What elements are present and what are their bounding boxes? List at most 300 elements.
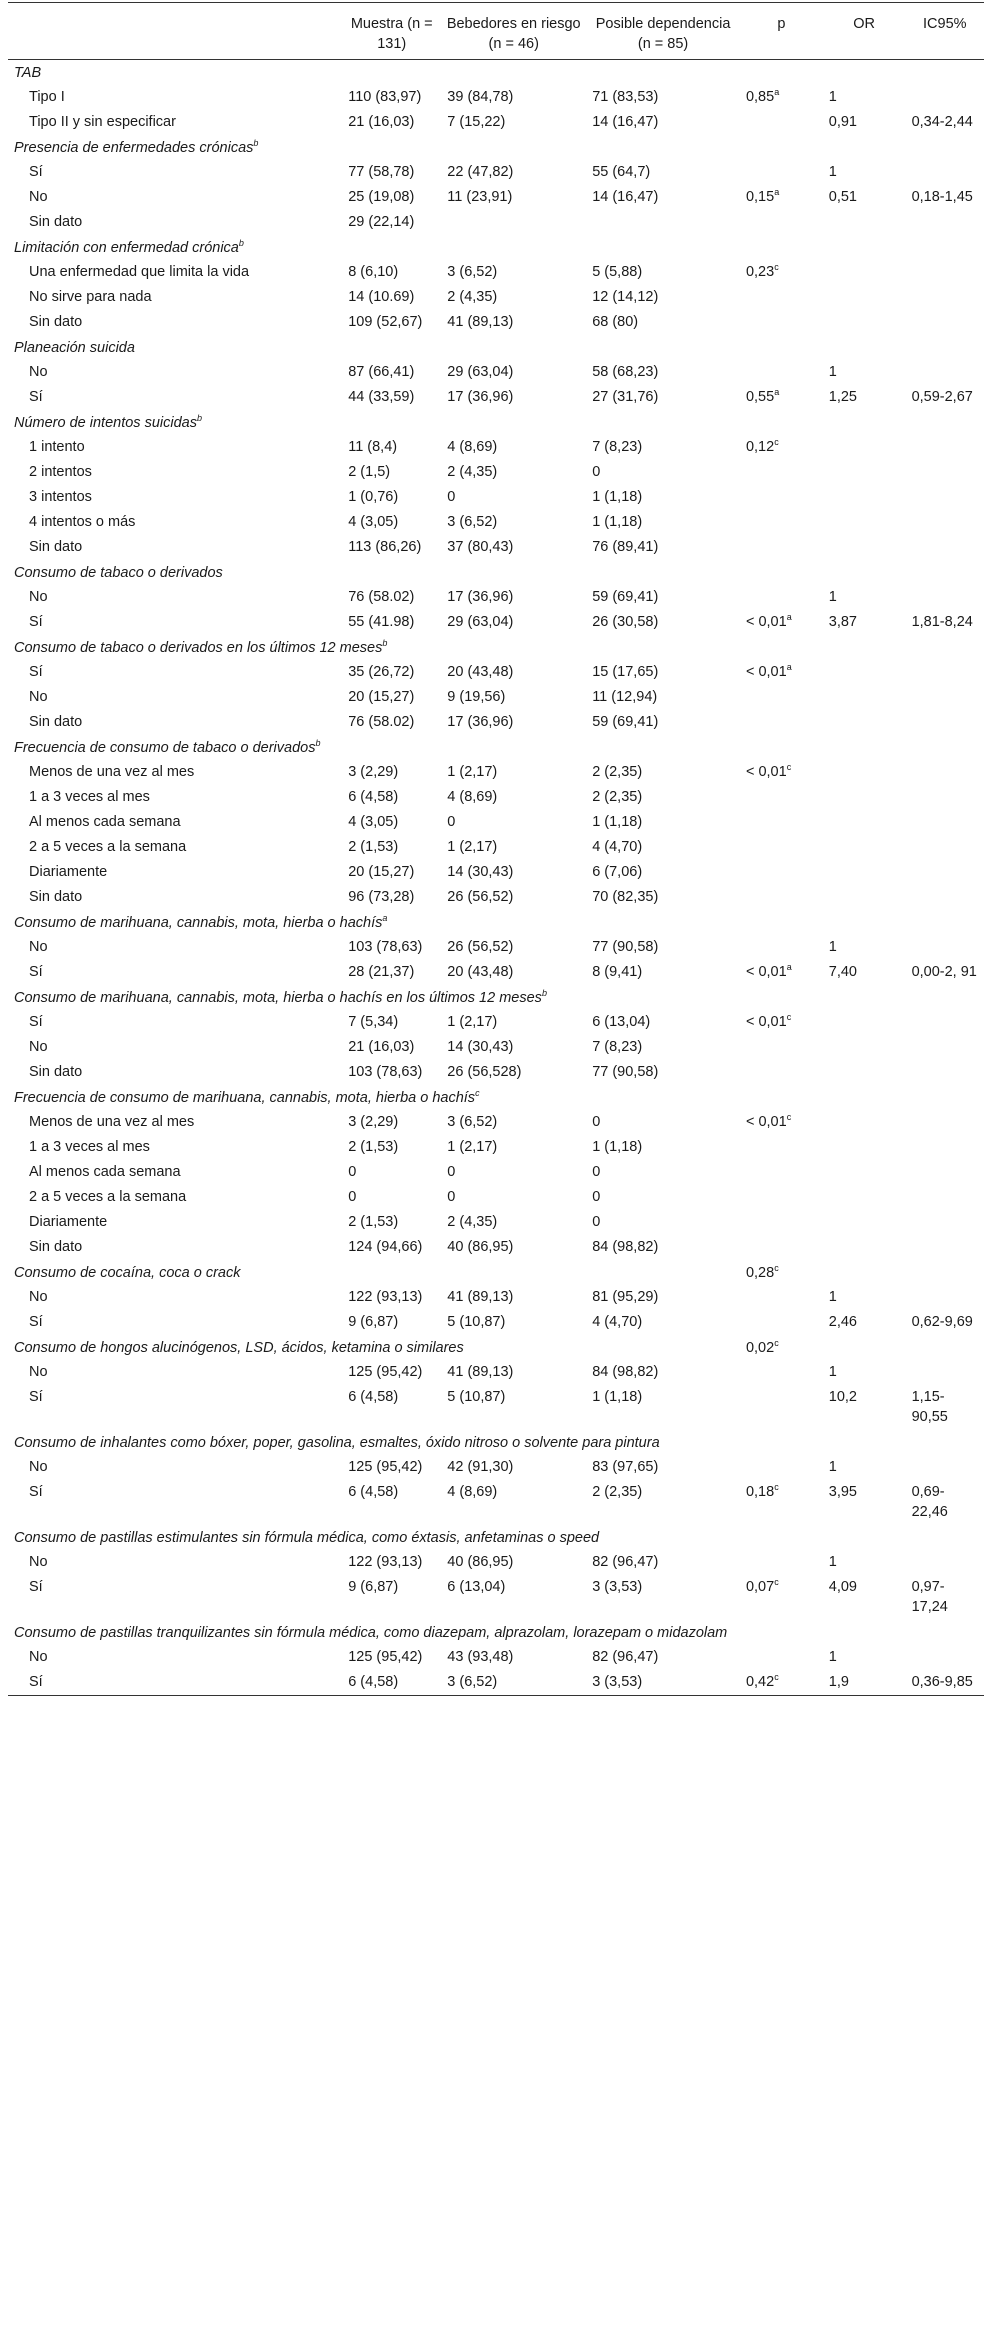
cell-or bbox=[823, 585, 906, 610]
cell-or bbox=[823, 260, 906, 285]
cell-bebedores bbox=[441, 185, 586, 210]
cell-ic95 bbox=[906, 210, 984, 235]
cell-dependencia-text: 4 (4,70) bbox=[592, 1314, 643, 1330]
cell-label bbox=[8, 1160, 342, 1185]
cell-bebedores-text: 14 (30,43) bbox=[447, 864, 514, 880]
cell-muestra-text: 125 (95,42) bbox=[348, 1649, 423, 1665]
cell-bebedores-text: 6 (13,04) bbox=[447, 1579, 506, 1595]
cell-or-text: 1 bbox=[828, 1649, 837, 1665]
cell-p bbox=[740, 1360, 823, 1385]
cell-empty bbox=[906, 1260, 984, 1285]
table-row bbox=[8, 385, 984, 410]
cell-label bbox=[8, 435, 342, 460]
cell-p bbox=[740, 1335, 823, 1360]
cell-bebedores-text: 14 (30,43) bbox=[447, 1039, 514, 1055]
cell-bebedores bbox=[441, 585, 586, 610]
cell-ic95 bbox=[906, 110, 984, 135]
cell-p-text: < 0,01 bbox=[745, 664, 787, 680]
cell-muestra bbox=[342, 1235, 441, 1260]
cell-or bbox=[823, 1135, 906, 1160]
cell-p bbox=[740, 610, 823, 635]
cell-dependencia bbox=[586, 460, 740, 485]
cell-dependencia-text: 0 bbox=[592, 1164, 601, 1180]
cell-muestra bbox=[342, 1060, 441, 1085]
cell-p bbox=[740, 1210, 823, 1235]
section-row bbox=[8, 60, 984, 86]
cell-bebedores bbox=[441, 935, 586, 960]
cell-ic95 bbox=[906, 1455, 984, 1480]
table-row bbox=[8, 585, 984, 610]
cell-muestra-text: 125 (95,42) bbox=[348, 1459, 423, 1475]
cell-label-text: Tipo I bbox=[29, 89, 65, 105]
cell-dependencia-text: 0 bbox=[592, 464, 601, 480]
cell-label bbox=[8, 160, 342, 185]
cell-muestra-text: 124 (94,66) bbox=[348, 1239, 423, 1255]
cell-ic95 bbox=[906, 1235, 984, 1260]
cell-label-text: No bbox=[29, 1289, 48, 1305]
cell-muestra bbox=[342, 1010, 441, 1035]
cell-dependencia bbox=[586, 660, 740, 685]
cell-p bbox=[740, 835, 823, 860]
cell-ic95 bbox=[906, 1385, 984, 1430]
cell-label-text: 1 a 3 veces al mes bbox=[29, 789, 150, 805]
cell-dependencia bbox=[586, 1285, 740, 1310]
cell-label bbox=[8, 1670, 342, 1696]
cell-muestra bbox=[342, 785, 441, 810]
cell-or bbox=[823, 460, 906, 485]
table-row bbox=[8, 1060, 984, 1085]
cell-bebedores bbox=[441, 785, 586, 810]
cell-p-text: 0,07 bbox=[745, 1579, 775, 1595]
cell-ic95 bbox=[906, 1645, 984, 1670]
cell-p bbox=[740, 585, 823, 610]
cell-muestra-text: 21 (16,03) bbox=[348, 114, 415, 130]
cell-bebedores-text: 9 (19,56) bbox=[447, 689, 506, 705]
cell-or bbox=[823, 1035, 906, 1060]
cell-or bbox=[823, 285, 906, 310]
footnote-marker: a bbox=[774, 187, 780, 198]
table-row bbox=[8, 760, 984, 785]
table-row bbox=[8, 485, 984, 510]
footnote-marker: c bbox=[786, 762, 792, 773]
cell-muestra bbox=[342, 485, 441, 510]
cell-p bbox=[740, 210, 823, 235]
cell-dependencia bbox=[586, 1670, 740, 1696]
cell-bebedores bbox=[441, 1210, 586, 1235]
cell-label bbox=[8, 535, 342, 560]
footnote-marker: c bbox=[475, 1088, 480, 1099]
cell-or bbox=[823, 1360, 906, 1385]
cell-p-text: 0,23 bbox=[745, 264, 775, 280]
cell-p-text: < 0,01 bbox=[745, 614, 787, 630]
cell-muestra bbox=[342, 510, 441, 535]
cell-p-text: 0,28 bbox=[745, 1265, 775, 1281]
cell-or bbox=[823, 1645, 906, 1670]
cell-dependencia-text: 55 (64,7) bbox=[592, 164, 651, 180]
cell-dependencia bbox=[586, 310, 740, 335]
footnote-marker: a bbox=[786, 612, 792, 623]
cell-ic95-text: 0,59-2,67 bbox=[911, 389, 973, 405]
cell-muestra-text: 122 (93,13) bbox=[348, 1554, 423, 1570]
cell-label bbox=[8, 285, 342, 310]
cell-dependencia-text: 2 (2,35) bbox=[592, 789, 643, 805]
cell-or bbox=[823, 535, 906, 560]
cell-ic95 bbox=[906, 760, 984, 785]
table-row bbox=[8, 1110, 984, 1135]
cell-bebedores-text: 4 (8,69) bbox=[447, 439, 498, 455]
table-row bbox=[8, 1550, 984, 1575]
table-row bbox=[8, 310, 984, 335]
cell-or bbox=[823, 1670, 906, 1696]
cell-p bbox=[740, 710, 823, 735]
cell-p bbox=[740, 1135, 823, 1160]
cell-bebedores bbox=[441, 160, 586, 185]
cell-ic95-text: 0,69-22,46 bbox=[911, 1484, 948, 1520]
cell-or bbox=[823, 185, 906, 210]
cell-muestra bbox=[342, 585, 441, 610]
cell-ic95 bbox=[906, 1575, 984, 1620]
cell-label-text: No bbox=[29, 589, 48, 605]
cell-dependencia-text: 81 (95,29) bbox=[592, 1289, 659, 1305]
cell-label bbox=[8, 935, 342, 960]
cell-muestra-text: 4 (3,05) bbox=[348, 514, 399, 530]
cell-p bbox=[740, 260, 823, 285]
cell-or bbox=[823, 760, 906, 785]
cell-or bbox=[823, 1210, 906, 1235]
cell-p bbox=[740, 360, 823, 385]
cell-bebedores bbox=[441, 460, 586, 485]
cell-dependencia-text: 1 (1,18) bbox=[592, 514, 643, 530]
cell-label bbox=[8, 610, 342, 635]
cell-label bbox=[8, 1235, 342, 1260]
cell-bebedores-text: 17 (36,96) bbox=[447, 714, 514, 730]
cell-dependencia-text: 1 (1,18) bbox=[592, 1389, 643, 1405]
section-title-text: Consumo de cocaína, coca o crack bbox=[14, 1265, 241, 1281]
cell-p bbox=[740, 860, 823, 885]
cell-label bbox=[8, 1110, 342, 1135]
section-title-text: Consumo de pastillas estimulantes sin fórmula médica, como éxtasis, anfetaminas o speed bbox=[14, 1530, 600, 1546]
section-title-text: Consumo de hongos alucinógenos, LSD, ácidos, ketamina o similares bbox=[14, 1340, 464, 1356]
footnote-marker: b bbox=[541, 988, 547, 999]
cell-label bbox=[8, 1385, 342, 1430]
cell-dependencia-text: 0 bbox=[592, 1114, 601, 1130]
cell-or bbox=[823, 1010, 906, 1035]
cell-empty bbox=[823, 1335, 906, 1360]
cell-p bbox=[740, 435, 823, 460]
cell-dependencia bbox=[586, 1360, 740, 1385]
cell-dependencia-text: 82 (96,47) bbox=[592, 1554, 659, 1570]
footnote-marker: c bbox=[786, 1012, 792, 1023]
cell-dependencia bbox=[586, 1135, 740, 1160]
cell-muestra-text: 2 (1,53) bbox=[348, 1139, 399, 1155]
section-title bbox=[8, 410, 984, 435]
cell-bebedores-text: 41 (89,13) bbox=[447, 314, 514, 330]
cell-label-text: Diariamente bbox=[29, 864, 108, 880]
cell-muestra-text: 21 (16,03) bbox=[348, 1039, 415, 1055]
cell-bebedores-text: 40 (86,95) bbox=[447, 1239, 514, 1255]
cell-muestra-text: 11 (8,4) bbox=[348, 439, 398, 455]
cell-bebedores bbox=[441, 810, 586, 835]
cell-dependencia-text: 58 (68,23) bbox=[592, 364, 659, 380]
cell-or-text: 1 bbox=[828, 364, 837, 380]
cell-ic95 bbox=[906, 1185, 984, 1210]
section-title bbox=[8, 635, 984, 660]
cell-ic95 bbox=[906, 660, 984, 685]
cell-dependencia bbox=[586, 585, 740, 610]
cell-dependencia bbox=[586, 960, 740, 985]
cell-dependencia-text: 0 bbox=[592, 1214, 601, 1230]
cell-dependencia bbox=[586, 860, 740, 885]
cell-label bbox=[8, 1285, 342, 1310]
cell-or-text: 1 bbox=[828, 1364, 837, 1380]
cell-ic95 bbox=[906, 1550, 984, 1575]
header-cell-muestra: Muestra (n = 131) bbox=[342, 3, 441, 60]
cell-or-text: 10,2 bbox=[828, 1389, 857, 1405]
cell-muestra bbox=[342, 1310, 441, 1335]
cell-p bbox=[740, 1285, 823, 1310]
header-row bbox=[8, 3, 984, 60]
cell-muestra-text: 2 (1,53) bbox=[348, 839, 399, 855]
cell-bebedores bbox=[441, 1670, 586, 1696]
cell-muestra bbox=[342, 1550, 441, 1575]
cell-dependencia-text: 1 (1,18) bbox=[592, 1139, 643, 1155]
cell-ic95 bbox=[906, 1135, 984, 1160]
cell-p bbox=[740, 1455, 823, 1480]
cell-ic95 bbox=[906, 460, 984, 485]
cell-muestra-text: 110 (83,97) bbox=[348, 89, 422, 105]
cell-muestra-text: 25 (19,08) bbox=[348, 189, 415, 205]
cell-muestra-text: 76 (58.02) bbox=[348, 589, 415, 605]
cell-label-text: Sin dato bbox=[29, 539, 83, 555]
cell-label bbox=[8, 210, 342, 235]
table-row bbox=[8, 210, 984, 235]
section-row bbox=[8, 1525, 984, 1550]
table-row bbox=[8, 435, 984, 460]
cell-label-text: Una enfermedad que limita la vida bbox=[29, 264, 250, 280]
cell-bebedores bbox=[441, 1110, 586, 1135]
cell-dependencia-text: 77 (90,58) bbox=[592, 939, 659, 955]
cell-label bbox=[8, 810, 342, 835]
cell-muestra bbox=[342, 860, 441, 885]
cell-dependencia bbox=[586, 935, 740, 960]
cell-label-text: 1 a 3 veces al mes bbox=[29, 1139, 150, 1155]
cell-label-text: Sí bbox=[29, 164, 43, 180]
section-title bbox=[8, 560, 984, 585]
cell-or-text: 1 bbox=[828, 939, 837, 955]
table-row bbox=[8, 1385, 984, 1430]
cell-ic95 bbox=[906, 1210, 984, 1235]
cell-bebedores-text: 0 bbox=[447, 1164, 456, 1180]
cell-label bbox=[8, 510, 342, 535]
cell-dependencia bbox=[586, 785, 740, 810]
cell-label-text: 4 intentos o más bbox=[29, 514, 136, 530]
footnote-marker: a bbox=[774, 387, 780, 398]
cell-bebedores-text: 3 (6,52) bbox=[447, 1114, 498, 1130]
cell-label bbox=[8, 1035, 342, 1060]
cell-bebedores-text: 40 (86,95) bbox=[447, 1554, 514, 1570]
cell-bebedores bbox=[441, 285, 586, 310]
cell-p bbox=[740, 1575, 823, 1620]
cell-label-text: Sí bbox=[29, 1579, 43, 1595]
cell-bebedores-text: 1 (2,17) bbox=[447, 1014, 498, 1030]
cell-muestra-text: 20 (15,27) bbox=[348, 689, 415, 705]
cell-p bbox=[740, 110, 823, 135]
table-row bbox=[8, 285, 984, 310]
cell-label-text: Al menos cada semana bbox=[29, 1164, 181, 1180]
cell-empty bbox=[823, 1260, 906, 1285]
cell-ic95 bbox=[906, 85, 984, 110]
cell-muestra bbox=[342, 935, 441, 960]
section-title bbox=[8, 1335, 740, 1360]
cell-ic95 bbox=[906, 935, 984, 960]
table-row bbox=[8, 1135, 984, 1160]
cell-muestra bbox=[342, 1670, 441, 1696]
cell-ic95 bbox=[906, 1010, 984, 1035]
footnote-marker: b bbox=[315, 738, 321, 749]
cell-ic95 bbox=[906, 1035, 984, 1060]
cell-ic95-text: 0,18-1,45 bbox=[911, 189, 973, 205]
cell-bebedores-text: 37 (80,43) bbox=[447, 539, 514, 555]
section-row bbox=[8, 1085, 984, 1110]
cell-label bbox=[8, 1310, 342, 1335]
cell-or bbox=[823, 710, 906, 735]
cell-bebedores-text: 5 (10,87) bbox=[447, 1314, 506, 1330]
cell-dependencia-text: 84 (98,82) bbox=[592, 1364, 659, 1380]
cell-dependencia bbox=[586, 535, 740, 560]
table-row bbox=[8, 160, 984, 185]
cell-label bbox=[8, 860, 342, 885]
cell-dependencia bbox=[586, 510, 740, 535]
cell-bebedores-text: 20 (43,48) bbox=[447, 964, 514, 980]
cell-label-text: Menos de una vez al mes bbox=[29, 1114, 195, 1130]
cell-p bbox=[740, 1645, 823, 1670]
cell-ic95 bbox=[906, 360, 984, 385]
cell-bebedores-text: 0 bbox=[447, 1189, 456, 1205]
cell-ic95 bbox=[906, 1310, 984, 1335]
cell-label bbox=[8, 1135, 342, 1160]
cell-label bbox=[8, 960, 342, 985]
table-row bbox=[8, 1310, 984, 1335]
cell-ic95 bbox=[906, 1670, 984, 1696]
cell-p-text: < 0,01 bbox=[745, 964, 787, 980]
section-title-text: Consumo de marihuana, cannabis, mota, hierba o hachís bbox=[14, 915, 383, 931]
section-row bbox=[8, 1430, 984, 1455]
cell-dependencia bbox=[586, 85, 740, 110]
section-title bbox=[8, 985, 984, 1010]
cell-label-text: Sí bbox=[29, 614, 43, 630]
cell-bebedores-text: 39 (84,78) bbox=[447, 89, 514, 105]
cell-or bbox=[823, 1185, 906, 1210]
cell-muestra bbox=[342, 1210, 441, 1235]
cell-muestra bbox=[342, 610, 441, 635]
cell-dependencia-text: 7 (8,23) bbox=[592, 439, 643, 455]
footnote-marker: c bbox=[774, 1672, 779, 1683]
cell-label-text: Sí bbox=[29, 1014, 43, 1030]
cell-or bbox=[823, 510, 906, 535]
cell-bebedores bbox=[441, 660, 586, 685]
cell-p-text: 0,55 bbox=[745, 389, 775, 405]
header-cell-bebedores: Bebedores en riesgo (n = 46) bbox=[441, 3, 586, 60]
cell-ic95-text: 0,62-9,69 bbox=[911, 1314, 973, 1330]
footnote-marker: c bbox=[774, 437, 779, 448]
cell-dependencia bbox=[586, 610, 740, 635]
cell-label bbox=[8, 260, 342, 285]
section-title-text: Limitación con enfermedad crónica bbox=[14, 240, 239, 256]
cell-or bbox=[823, 1575, 906, 1620]
cell-p bbox=[740, 1385, 823, 1430]
cell-empty bbox=[906, 1335, 984, 1360]
cell-dependencia bbox=[586, 1185, 740, 1210]
cell-label bbox=[8, 1480, 342, 1525]
cell-muestra bbox=[342, 85, 441, 110]
cell-bebedores bbox=[441, 1160, 586, 1185]
cell-label-text: No bbox=[29, 939, 48, 955]
cell-ic95 bbox=[906, 285, 984, 310]
cell-bebedores-text: 26 (56,52) bbox=[447, 889, 514, 905]
cell-bebedores-text: 26 (56,528) bbox=[447, 1064, 522, 1080]
cell-dependencia bbox=[586, 1235, 740, 1260]
cell-or bbox=[823, 360, 906, 385]
section-row bbox=[8, 735, 984, 760]
table-row bbox=[8, 1645, 984, 1670]
cell-label bbox=[8, 835, 342, 860]
cell-label-text: Sin dato bbox=[29, 1239, 83, 1255]
header-cell-ic95: IC95% bbox=[906, 3, 984, 60]
cell-p-text: 0,18 bbox=[745, 1484, 775, 1500]
cell-muestra bbox=[342, 885, 441, 910]
cell-muestra-text: 8 (6,10) bbox=[348, 264, 399, 280]
footnote-marker: c bbox=[774, 1577, 779, 1588]
cell-or-text: 1 bbox=[828, 589, 837, 605]
cell-ic95 bbox=[906, 1160, 984, 1185]
cell-dependencia-text: 11 (12,94) bbox=[592, 689, 658, 705]
cell-label-text: No bbox=[29, 1649, 48, 1665]
table-row bbox=[8, 1575, 984, 1620]
cell-dependencia bbox=[586, 385, 740, 410]
cell-dependencia-text: 7 (8,23) bbox=[592, 1039, 643, 1055]
cell-label bbox=[8, 460, 342, 485]
cell-muestra bbox=[342, 535, 441, 560]
cell-p bbox=[740, 1060, 823, 1085]
section-title bbox=[8, 1620, 984, 1645]
cell-p bbox=[740, 285, 823, 310]
cell-dependencia-text: 8 (9,41) bbox=[592, 964, 643, 980]
cell-label-text: Sí bbox=[29, 1674, 43, 1690]
table-row bbox=[8, 110, 984, 135]
cell-dependencia bbox=[586, 1010, 740, 1035]
cell-label-text: No bbox=[29, 364, 48, 380]
section-title-text: Consumo de inhalantes como bóxer, poper, gasolina, esmaltes, óxido nitroso o solvente para pintura bbox=[14, 1435, 660, 1451]
section-title bbox=[8, 1260, 740, 1285]
cell-muestra-text: 4 (3,05) bbox=[348, 814, 399, 830]
footnote-marker: c bbox=[774, 1482, 779, 1493]
cell-dependencia-text: 70 (82,35) bbox=[592, 889, 659, 905]
cell-or-text: 1,25 bbox=[828, 389, 857, 405]
footnote-marker: b bbox=[196, 413, 202, 424]
cell-label bbox=[8, 360, 342, 385]
cell-muestra-text: 2 (1,53) bbox=[348, 1214, 399, 1230]
cell-or bbox=[823, 1455, 906, 1480]
cell-muestra-text: 20 (15,27) bbox=[348, 864, 415, 880]
cell-bebedores bbox=[441, 1285, 586, 1310]
cell-label-text: No sirve para nada bbox=[29, 289, 152, 305]
cell-dependencia-text: 84 (98,82) bbox=[592, 1239, 659, 1255]
cell-p bbox=[740, 510, 823, 535]
cell-dependencia bbox=[586, 1110, 740, 1135]
cell-ic95 bbox=[906, 835, 984, 860]
table-row bbox=[8, 610, 984, 635]
cell-p bbox=[740, 485, 823, 510]
